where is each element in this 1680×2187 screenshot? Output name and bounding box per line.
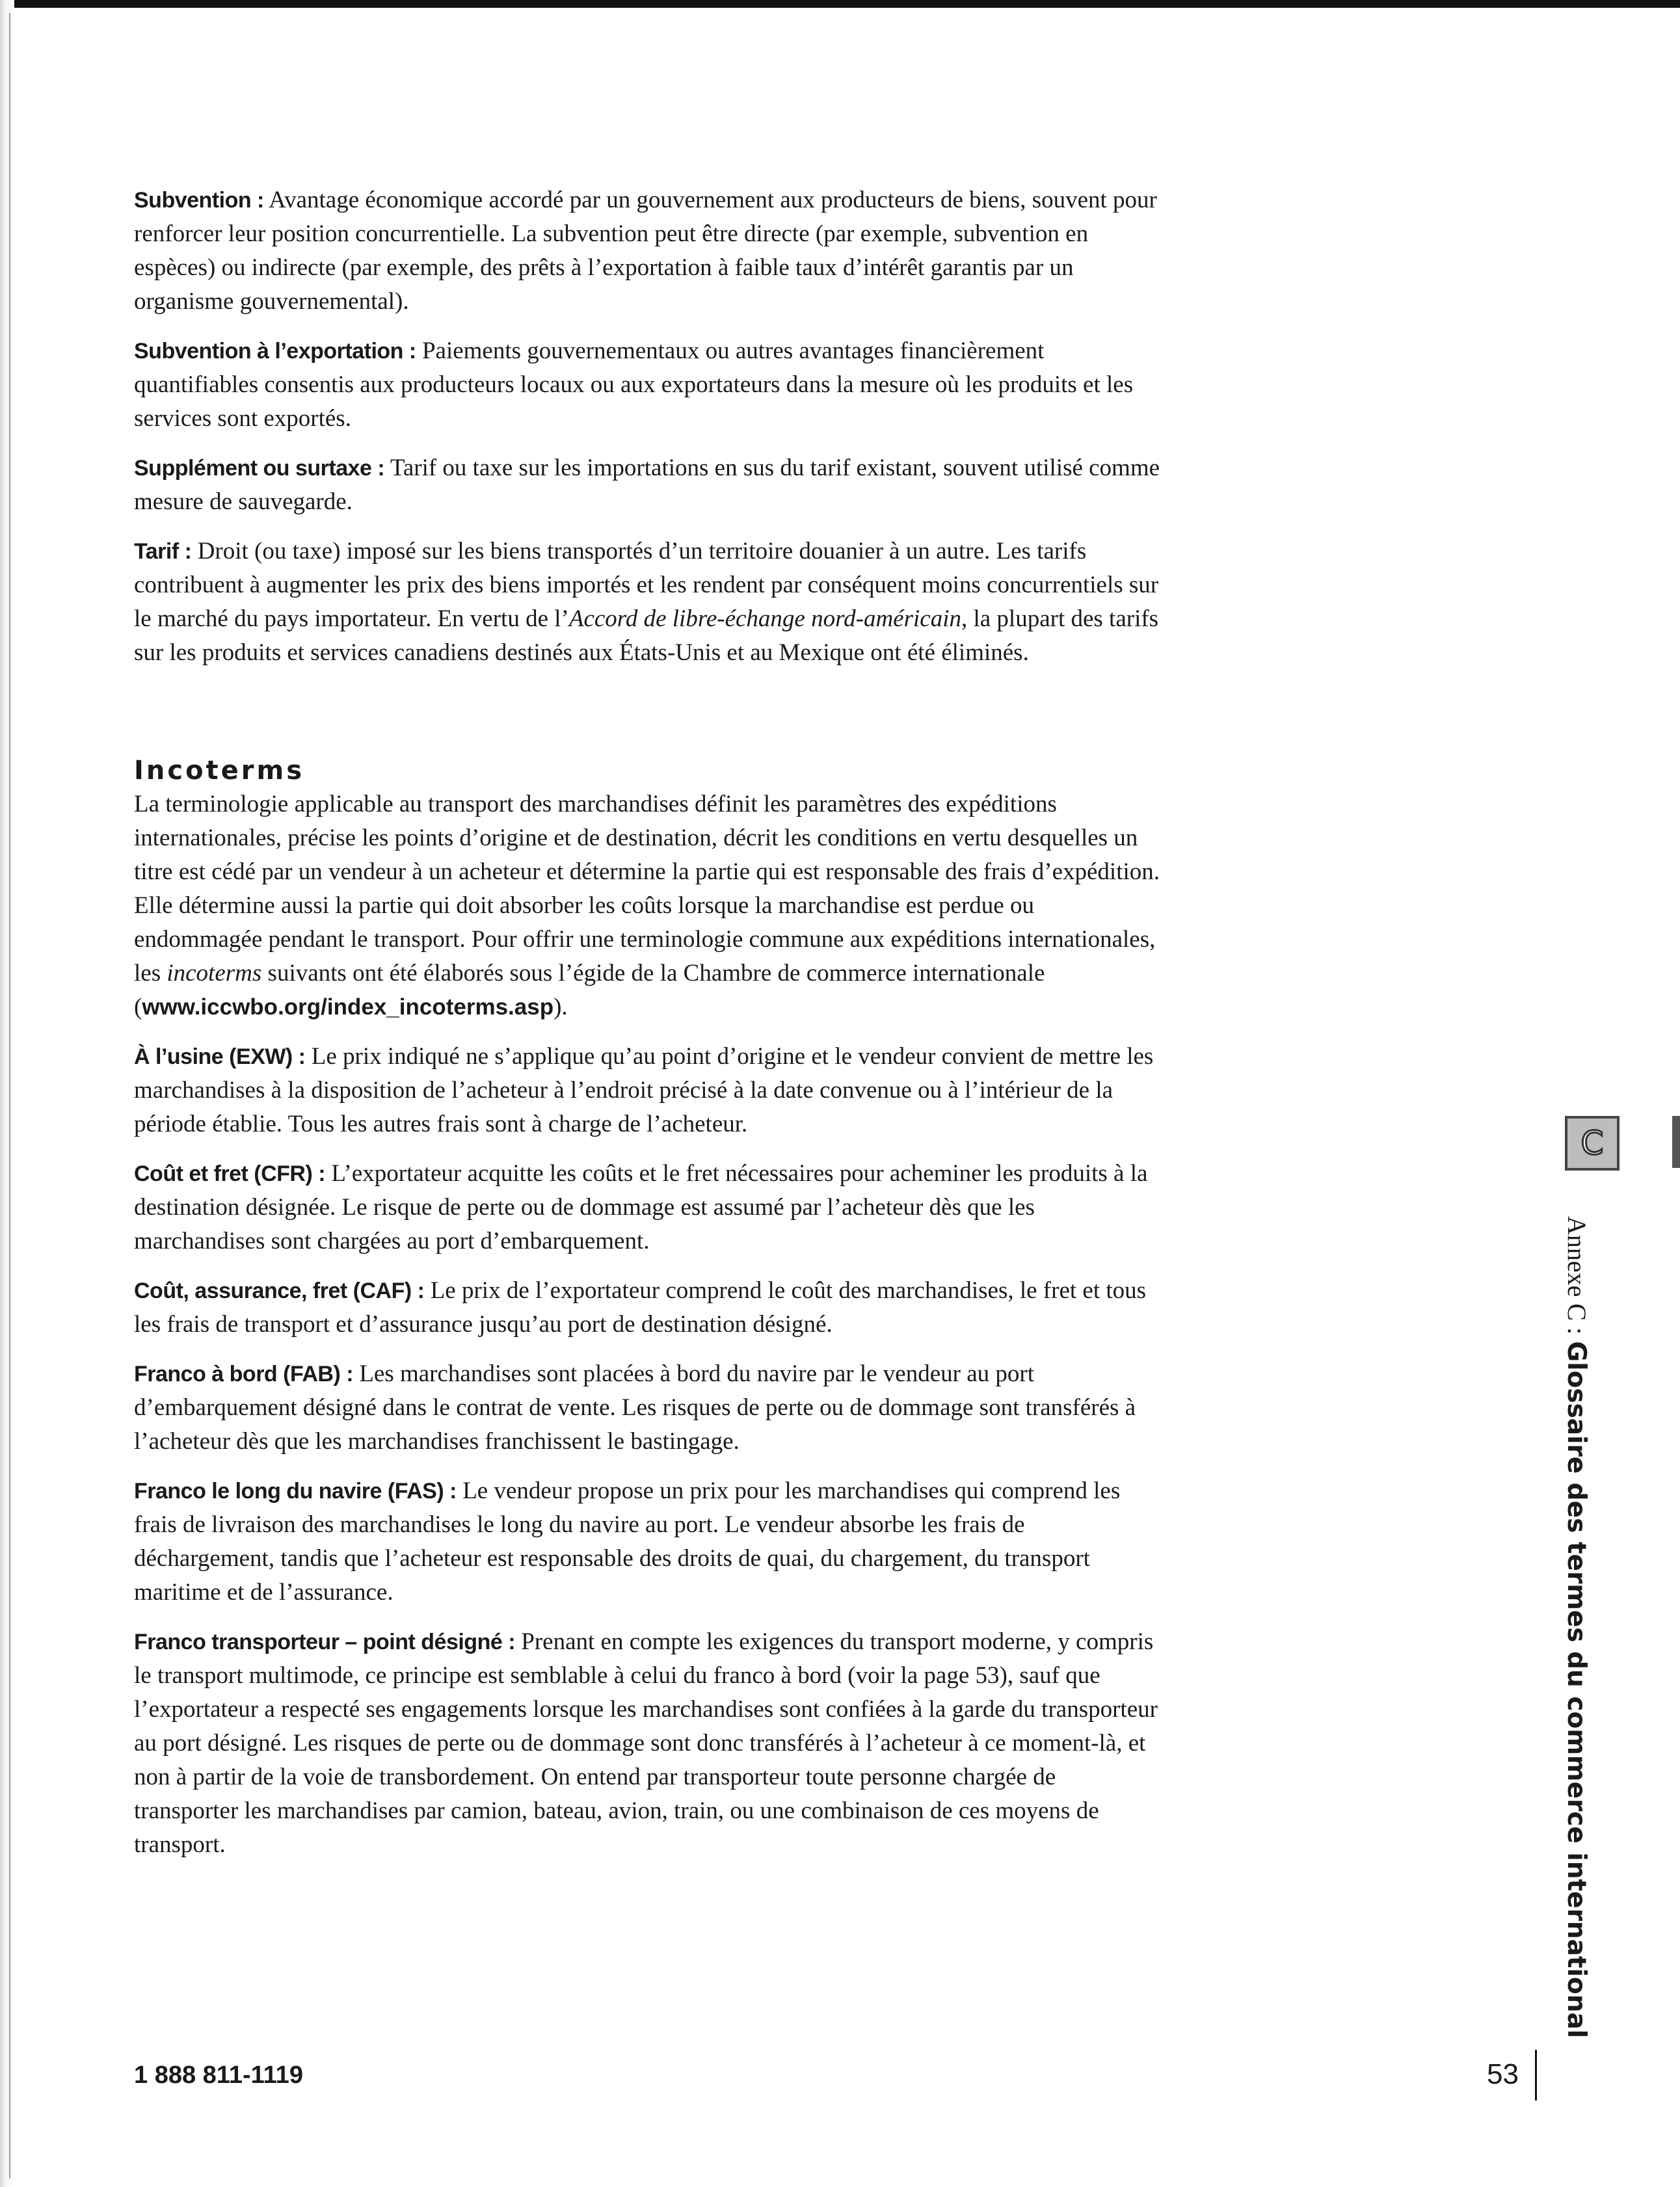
glossary-entry-supplement [134,451,1162,519]
glossary-term: Franco à bord (FAB) : [134,1362,354,1386]
glossary-definition: Le vendeur propose un prix pour les marchandises qui comprend les frais de livraison des marchandises le long du navire au port. Le vendeur absorbe les frais de déchargement, tandis que l’acheteur est responsable des droits de quai, du chargement, du transport maritime et de l’assurance. [134,1478,1121,1606]
glossary-entry-fas [134,1474,1162,1610]
glossary-definition: Les marchandises sont placées à bord du navire par le vendeur au port d’embarquement désigné dans le contrat de vente. Les risques de perte ou de dommage sont transférés à l’acheteur dès que les marchandises franchissent le bastingage. [134,1360,1136,1455]
glossary-term: Subvention à l’exportation : [134,339,416,364]
glossary-definition: Prenant en compte les exigences du transport moderne, y compris le transport multimode, ce principe est semblable à celui du franco à bord (voir la page 53), sauf que l’exportateur a respecté ses engagements lorsque les marchandises sont confiées à la garde du transporteur au port désigné. Les risques de perte ou de dommage sont donc transférés à l’acheteur à ce moment-là, et non à partir de la voie de transbordement. On entend par transporteur toute personne chargée de transporter les marchandises par camion, bateau, avion, train, ou une combinaison de ces moyens de transport. [134,1628,1158,1858]
glossary-term: Coût, assurance, fret (CAF) : [134,1279,425,1303]
page-top-rule [0,0,1680,8]
glossary-term: Supplément ou surtaxe : [134,456,385,481]
intro-text: ). [553,994,568,1020]
glossary-entry-tarif [134,535,1162,670]
annex-tab [1565,1116,1620,1171]
annex-name: Glossaire des termes du commerce international [1562,1341,1591,2039]
glossary-entry-cfr [134,1157,1162,1258]
page-left-edge [0,0,14,2187]
glossary-term: Franco transporteur – point désigné : [134,1630,516,1654]
section-spacer [134,685,1162,754]
page-right-edge [1672,1116,1680,1168]
glossary-entry-exw [134,1040,1162,1141]
glossary-term: Tarif : [134,539,192,564]
glossary-term: Coût et fret (CFR) : [134,1161,326,1186]
page-number: 53 [1487,2058,1519,2090]
glossary-definition: Le prix de l’exportateur comprend le coût des marchandises, le fret et tous les frais de transport et d’assurance jusqu’au port de destination désigné. [134,1277,1147,1338]
icc-url-link[interactable]: www.iccwbo.org/index_incoterms.asp [142,994,554,1020]
annex-label: Annexe C : [1562,1216,1592,1342]
page-binding-line [9,13,10,2179]
glossary-entry-caf [134,1274,1162,1342]
glossary-definition: Droit (ou taxe) imposé sur les biens transportés d’un territoire douanier à un autre. Les tarifs contribuent à augmenter les prix des biens importés et les rendent par conséquent moins concurrentiels sur le marché du pays importateur. En vertu de l’ [134,538,1159,632]
glossary-term: Subvention : [134,188,264,213]
intro-italic: incoterms [167,960,262,987]
glossary-entry-fab [134,1357,1162,1459]
glossary-entry-franco-transporteur [134,1625,1162,1862]
page-number-rule [1535,2050,1537,2101]
running-section-title [1556,1216,1597,2061]
glossary-definition: L’exportateur acquitte les coûts et le fret nécessaires pour acheminer les produits à la destination désignée. Le risque de perte ou de dommage est assumé par l’acheteur dès que les marchandises sont chargées au port d’embarquement. [134,1160,1148,1254]
glossary-definition: Paiements gouvernementaux ou autres avantages financièrement quantifiables consentis aux producteurs locaux ou aux exportateurs dans la mesure où les produits et les services sont exportés. [134,338,1134,432]
glossary-entry-subvention [134,183,1162,319]
footer-phone-number: 1 888 811-1119 [134,2061,303,2089]
glossary-term: Franco le long du navire (FAS) : [134,1479,457,1504]
intro-text: La terminologie applicable au transport des marchandises définit les paramètres des expéditions internationales, précise les points d’origine et de destination, décrit les conditions en vertu desquelles un titre est cédé par un vendeur à un acheteur et détermine la partie qui est responsable des frais d’expédition. Elle détermine aussi la partie qui doit absorber les coûts lorsque la marchandise est perdue ou endommagée pendant le transport. Pour offrir une terminologie commune aux expéditions internationales, les [134,791,1160,987]
glossary-definition: , la plupart des tarifs sur les produits et services canadiens destinés aux États-Unis et au Mexique ont été éliminés. [134,605,1159,666]
intro-text: suivants ont été élaborés sous l’égide de la Chambre de commerce internationale ( [134,960,1045,1020]
page-content [134,183,1162,1877]
glossary-definition: Le prix indiqué ne s’applique qu’au point d’origine et le vendeur convient de mettre les marchandises à la disposition de l’acheteur à l’endroit précisé à la date convenue ou à l’intérieur de la période établie. Tous les autres frais sont à charge de l’acheteur. [134,1043,1154,1137]
section-title-incoterms: Incoterms [134,756,305,786]
annex-tab-letter: C [1580,1124,1604,1162]
incoterms-intro [134,788,1162,1024]
glossary-definition: Tarif ou taxe sur les importations en sus du tarif existant, souvent utilisé comme mesure de sauvegarde. [134,455,1160,515]
glossary-term: À l’usine (EXW) : [134,1044,306,1069]
glossary-definition-italic: Accord de libre-échange nord-américain [568,605,961,632]
glossary-entry-subvention-exportation [134,334,1162,436]
glossary-definition: Avantage économique accordé par un gouvernement aux producteurs de biens, souvent pour renforcer leur position concurrentielle. La subvention peut être directe (par exemple, subvention en espèces) ou indirecte (par exemple, des prêts à l’exportation à faible taux d’intérêt garantis par un organisme gouvernemental). [134,187,1157,315]
